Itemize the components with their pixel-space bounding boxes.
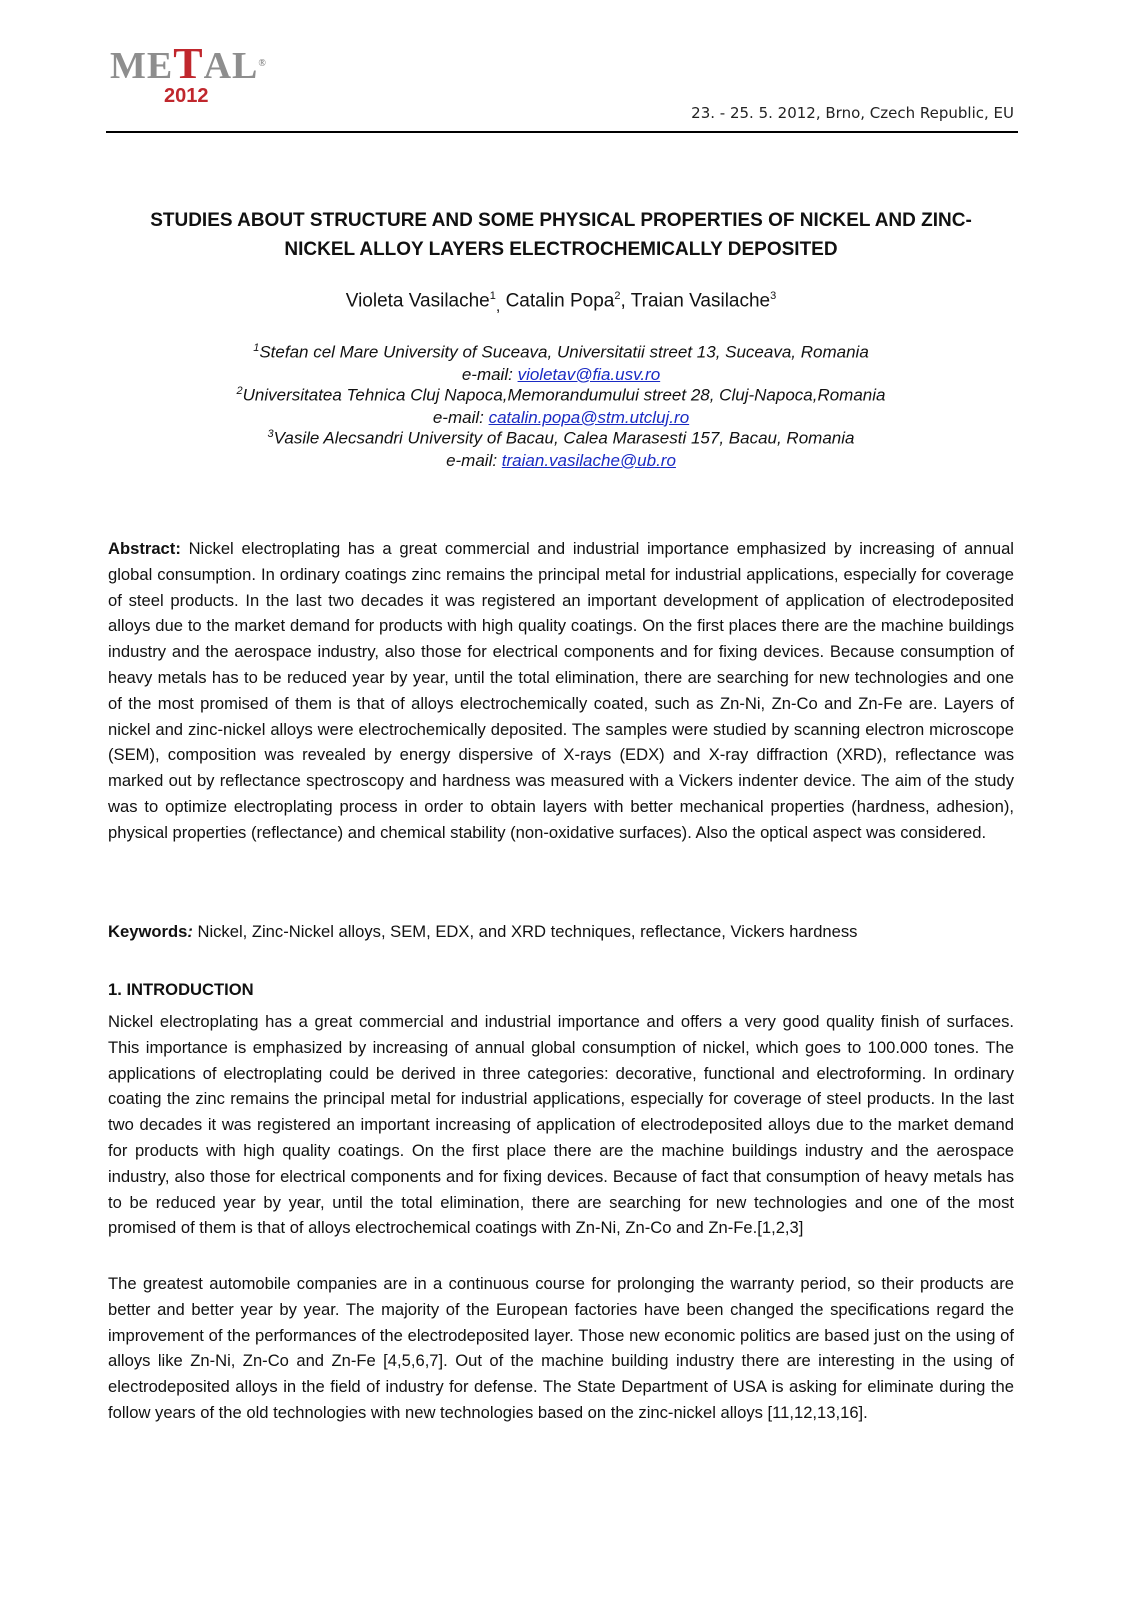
logo-text-t: T [173, 39, 204, 88]
logo-registered-mark: ® [258, 58, 267, 69]
affiliation-3 [106, 423, 1016, 472]
affiliation-sup: 3 [267, 428, 274, 440]
email-label: e-mail: [461, 364, 518, 384]
introduction-paragraph-1: Nickel electroplating has a great commercial and industrial importance and offers a very good quality finish of surfaces. This importance is emphasized by increasing of annual global consumption of nickel, which goes to 100.000 tones. The applications of electroplating could be derived in three categories: decorative, functional and electroforming. In ordinary coating the zinc remains the principal metal for industrial applications, especially for coverage of steel products. In the last two decades it was registered an important increasing of application of electrodeposited alloys due to the market demand for products with high quality coatings. On the first place there are the machine buildings industry and the aerospace industry, also those for electrical components and for fixing devices. Because of fact that consumption of heavy metals has to be reduced year by year, until the total elimination, there are searching for new technologies and one of the most promised of them is that of alloys electrochemical coatings with Zn-Ni, Zn-Co and Zn-Fe.[1,2,3] [108, 1012, 1014, 1238]
author-name: Traian Vasilache [630, 290, 771, 312]
conference-date: 23. - 25. 5. 2012, Brno, Czech Republic, EU [691, 104, 1014, 122]
affiliation-institution: Stefan cel Mare University of Suceava, Universitatii street 13, Suceava, Romania [259, 342, 869, 362]
paper-title [100, 206, 1022, 264]
email-label: e-mail: [446, 450, 502, 470]
author-sup: 3 [770, 290, 777, 302]
author-sup: 1 [489, 290, 496, 302]
keywords-paragraph [108, 919, 1014, 945]
email-link[interactable]: traian.vasilache@ub.ro [501, 450, 676, 470]
email-link[interactable]: catalin.popa@stm.utcluj.ro [488, 407, 690, 427]
title-line-1: STUDIES ABOUT STRUCTURE AND SOME PHYSICAL PROPERTIES OF NICKEL AND ZINC- [150, 210, 972, 231]
author-sup: 2 [614, 290, 621, 302]
abstract-text: Nickel electroplating has a great commercial and industrial importance emphasized by increasing of annual global consumption. In ordinary coatings zinc remains the principal metal for industrial applications, especially for coverage of steel products. In the last two decades it was registered an important development of application of electrodeposited alloys due to the market demand for products with high quality coatings. On the first places there are the machine buildings industry and the aerospace industry, also those for electrical components and for fixing devices. Because consumption of heavy metals has to be reduced year by year, until the total elimination, there are searching for new technologies and one of the most promised of them is that of alloys electrochemically coated, such as Zn-Ni, Zn-Co and Zn-Fe are. Layers of nickel and zinc-nickel alloys were electrochemically deposited. The samples were studied by scanning electron microscope (SEM), composition was revealed by energy dispersive of X-rays (EDX) and X-ray diffraction (XRD), reflectance was marked out by reflectance spectroscopy and hardness was measured with a Vickers indenter device. The aim of the study was to optimize electroplating process in order to obtain layers with better mechanical properties (hardness, adhesion), physical properties (reflectance) and chemical stability (non-oxidative surfaces). Also the optical aspect was considered. [108, 539, 1014, 842]
section-heading-introduction: 1. INTRODUCTION [108, 980, 254, 999]
abstract-paragraph [108, 536, 1014, 846]
logo-wordmark [110, 39, 267, 88]
author-name: Violeta Vasilache [345, 290, 490, 312]
introduction-paragraph-2: The greatest automobile companies are in a continuous course for prolonging the warranty period, so their products are better and better year by year. The majority of the European factories have been changed the specifications regard the improvement of the performances of the electrodeposited layer. Those new economic politics are based just on the using of alloys like Zn-Ni, Zn-Co and Zn-Fe [4,5,6,7]. Out of the machine building industry there are interesting in the using of electrodeposited alloys in the field of industry for defense. The State Department of USA is asking for eliminate during the follow years of the old technologies with new technologies based on the zinc-nickel alloys [11,12,13,16]. [108, 1274, 1014, 1422]
title-line-2: NICKEL ALLOY LAYERS ELECTROCHEMICALLY DEPOSITED [284, 239, 838, 260]
email-label: e-mail: [432, 407, 489, 427]
email-link[interactable]: violetav@fia.usv.ro [517, 364, 661, 384]
logo-text-me: ME [110, 45, 174, 87]
logo-year: 2012 [164, 85, 209, 107]
header-divider [106, 131, 1018, 133]
abstract-label: Abstract: [108, 539, 181, 558]
affiliation-2 [106, 380, 1016, 429]
author-list: Violeta Vasilache$^1_,$ Catalin Popa$^2$, Traian Vasilache$^3$ [345, 290, 777, 316]
logo-text-al: AL [203, 45, 259, 87]
affiliation-1 [106, 337, 1016, 386]
affiliation-institution: Universitatea Tehnica Cluj Napoca,Memorandumului street 28, Cluj-Napoca,Romania [242, 385, 886, 405]
keywords-label: Keywords [108, 922, 188, 941]
metal-2012-logo [110, 39, 267, 114]
author-name: Catalin Popa [505, 290, 615, 312]
affiliation-sup: 2 [236, 385, 243, 397]
affiliation-sup: 1 [253, 342, 260, 354]
keywords-text: Nickel, Zinc-Nickel alloys, SEM, EDX, and XRD techniques, reflectance, Vickers hardness [192, 922, 858, 941]
keywords-colon: : [187, 922, 193, 941]
affiliation-institution: Vasile Alecsandri University of Bacau, Calea Marasesti 157, Bacau, Romania [273, 428, 855, 448]
